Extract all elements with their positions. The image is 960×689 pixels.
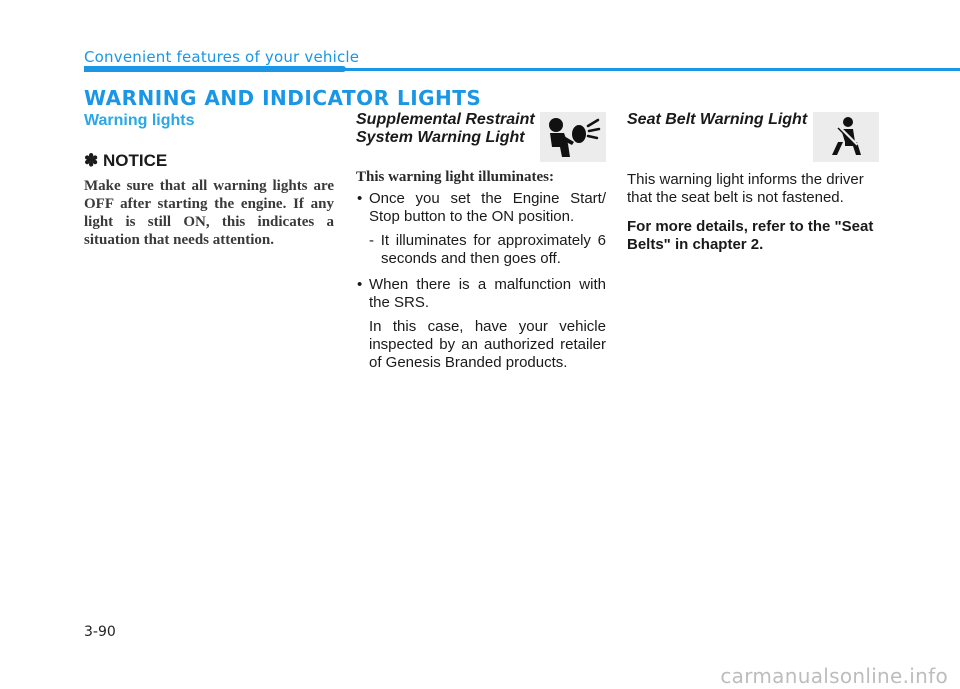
srs-bullet-1: • Once you set the Engine Start/ Stop button to the ON position. — [356, 190, 606, 226]
chapter-header-label: Convenient features of your vehicle — [84, 48, 360, 66]
airbag-warning-icon — [540, 112, 606, 162]
srs-bullet-2: • When there is a malfunction with the SRS. — [356, 276, 606, 312]
notice-body: Make sure that all warning lights are OFF after starting the engine. If any light is still ON, this indicates a situation that needs attention. — [84, 178, 334, 248]
page-number: 3-90 — [84, 624, 116, 640]
warning-lights-heading: Warning lights — [84, 112, 195, 129]
srs-lead: This warning light illuminates: — [356, 169, 554, 185]
seat-belt-body: This warning light informs the driver that the seat belt is not fastened. — [627, 171, 864, 206]
notice-title: ✽ NOTICE — [84, 151, 168, 170]
column-seat-belt-warning — [627, 110, 879, 254]
watermark: carmanualsonline.info — [720, 664, 948, 688]
srs-title: Supplemental Restraint System Warning Light — [356, 111, 535, 146]
header-rule-tab — [84, 66, 346, 72]
column-warning-lights — [84, 110, 334, 249]
column-srs-warning — [356, 110, 606, 372]
seat-belt-header — [627, 110, 879, 162]
srs-dash-1: - It illuminates for approximately 6 seconds and then goes off. — [369, 232, 606, 267]
section-title: WARNING AND INDICATOR LIGHTS — [84, 86, 482, 110]
seat-belt-warning-icon — [813, 112, 879, 162]
srs-header — [356, 110, 606, 162]
seat-belt-reference: For more details, refer to the "Seat Belts" in chapter 2. — [627, 218, 874, 253]
seat-belt-title: Seat Belt Warning Light — [627, 111, 808, 128]
srs-paragraph: In this case, have your vehicle inspected by an authorized retailer of Genesis Branded products. — [369, 318, 606, 371]
